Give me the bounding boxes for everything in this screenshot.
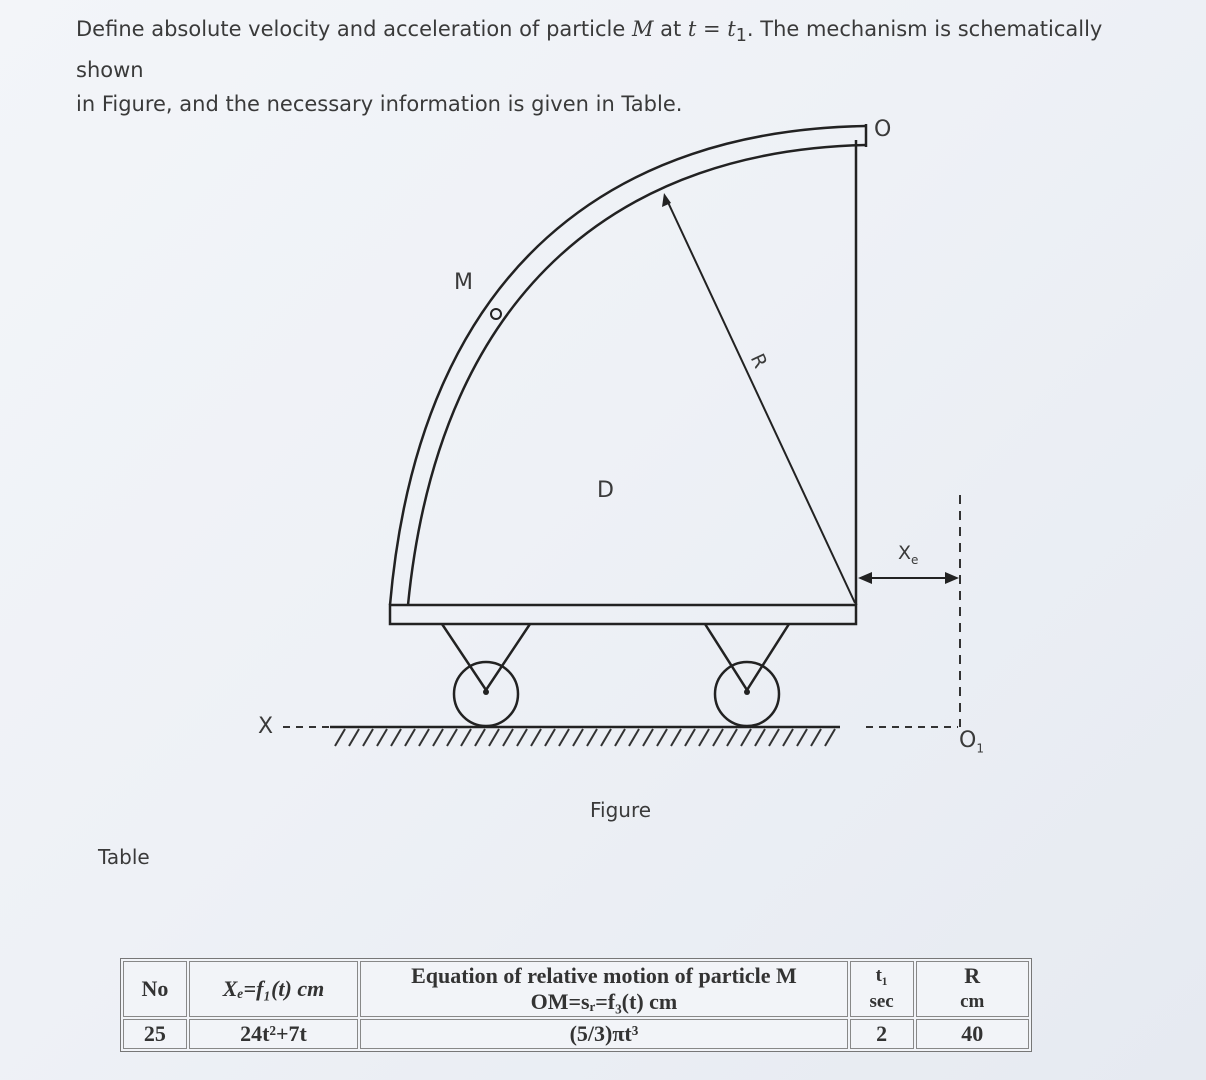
ground-hatch-mark xyxy=(825,729,835,746)
ground-hatch-mark xyxy=(629,729,639,746)
ground-hatch-mark xyxy=(685,729,695,746)
ground-hatch-mark xyxy=(503,729,513,746)
label-r: R xyxy=(745,350,772,372)
header-r-symbol: R xyxy=(964,963,981,988)
ground-hatch-mark xyxy=(349,729,359,746)
header-equation xyxy=(360,961,848,1017)
ground-hatch-mark xyxy=(447,729,457,746)
ground-hatch-mark xyxy=(433,729,443,746)
ground-hatch-mark xyxy=(741,729,751,746)
table-row xyxy=(123,1019,1029,1049)
table-header-row xyxy=(123,961,1029,1017)
ground-hatch-mark xyxy=(615,729,625,746)
header-r xyxy=(916,961,1030,1017)
right-wheel-hub xyxy=(744,689,750,695)
ground-hatch-mark xyxy=(363,729,373,746)
ground-hatch-mark xyxy=(671,729,681,746)
base-beam xyxy=(390,605,856,624)
time-symbol: t = t xyxy=(687,17,736,41)
header-t1-unit: sec xyxy=(869,991,894,1012)
ground-hatch-mark xyxy=(573,729,583,746)
header-xe: Xₑ=f₁(t) cm xyxy=(189,961,358,1017)
xe-arrowhead-right xyxy=(945,572,959,584)
data-table xyxy=(120,958,1032,1052)
time-subscript: 1 xyxy=(735,26,747,47)
ground-hatch-mark xyxy=(727,729,737,746)
ground-hatch-mark xyxy=(391,729,401,746)
header-t1-symbol: t₁ xyxy=(875,965,888,986)
figure-caption: Figure xyxy=(590,798,652,822)
xe-arrowhead-left xyxy=(858,572,872,584)
label-x: X xyxy=(258,714,274,739)
table-caption: Table xyxy=(98,845,150,869)
label-d: D xyxy=(597,478,614,503)
problem-text: . The mechanism is schematically shown xyxy=(76,17,1103,83)
header-no: No xyxy=(123,961,187,1017)
header-equation-line2: OM=sᵣ=f₃(t) cm xyxy=(530,989,678,1014)
cell-equation: (5/3)πt³ xyxy=(360,1019,848,1049)
label-xe xyxy=(898,542,918,567)
label-o1-sub: 1 xyxy=(976,741,984,756)
problem-text: Define absolute velocity and acceleration of particle xyxy=(76,17,632,41)
ground-hatch-mark xyxy=(419,729,429,746)
label-o1-main: O xyxy=(959,728,977,753)
cell-xe: 24t²+7t xyxy=(189,1019,358,1049)
ground-hatch-mark xyxy=(489,729,499,746)
ground-hatch-mark xyxy=(713,729,723,746)
cell-r: 40 xyxy=(916,1019,1030,1049)
left-wheel-hub xyxy=(483,689,489,695)
ground-hatch-mark xyxy=(587,729,597,746)
label-xe-main: X xyxy=(898,542,912,564)
problem-text: at xyxy=(653,17,688,41)
ground-hatch-mark xyxy=(657,729,667,746)
ground-hatch-mark xyxy=(545,729,555,746)
ground-hatch-mark xyxy=(517,729,527,746)
curved-guide-outer xyxy=(390,126,866,605)
ground-hatch-mark xyxy=(335,729,345,746)
label-o1 xyxy=(959,728,984,755)
label-m: M xyxy=(454,270,473,295)
cell-t1: 2 xyxy=(850,1019,914,1049)
ground-hatch-mark xyxy=(755,729,765,746)
radius-line xyxy=(666,198,855,603)
cell-no: 25 xyxy=(123,1019,187,1049)
ground-hatch-mark xyxy=(769,729,779,746)
curved-guide-inner xyxy=(408,145,866,605)
header-t1 xyxy=(850,961,914,1017)
label-xe-sub: e xyxy=(911,552,919,567)
ground-hatching xyxy=(335,729,835,746)
ground-hatch-mark xyxy=(475,729,485,746)
ground-hatch-mark xyxy=(531,729,541,746)
label-o: O xyxy=(874,117,892,142)
ground-hatch-mark xyxy=(643,729,653,746)
particle-symbol: M xyxy=(631,17,654,41)
particle-m xyxy=(491,309,501,319)
header-r-unit: cm xyxy=(960,991,985,1012)
left-wheel-bracket xyxy=(442,624,530,690)
ground-hatch-mark xyxy=(811,729,821,746)
ground-hatch-mark xyxy=(797,729,807,746)
header-equation-line1: Equation of relative motion of particle M xyxy=(411,963,797,988)
ground-hatch-mark xyxy=(377,729,387,746)
ground-hatch-mark xyxy=(699,729,709,746)
ground-hatch-mark xyxy=(601,729,611,746)
ground-hatch-mark xyxy=(559,729,569,746)
problem-line-2: in Figure, and the necessary information is given in Table. xyxy=(76,92,683,117)
ground-hatch-mark xyxy=(783,729,793,746)
ground-hatch-mark xyxy=(405,729,415,746)
ground-hatch-mark xyxy=(461,729,471,746)
